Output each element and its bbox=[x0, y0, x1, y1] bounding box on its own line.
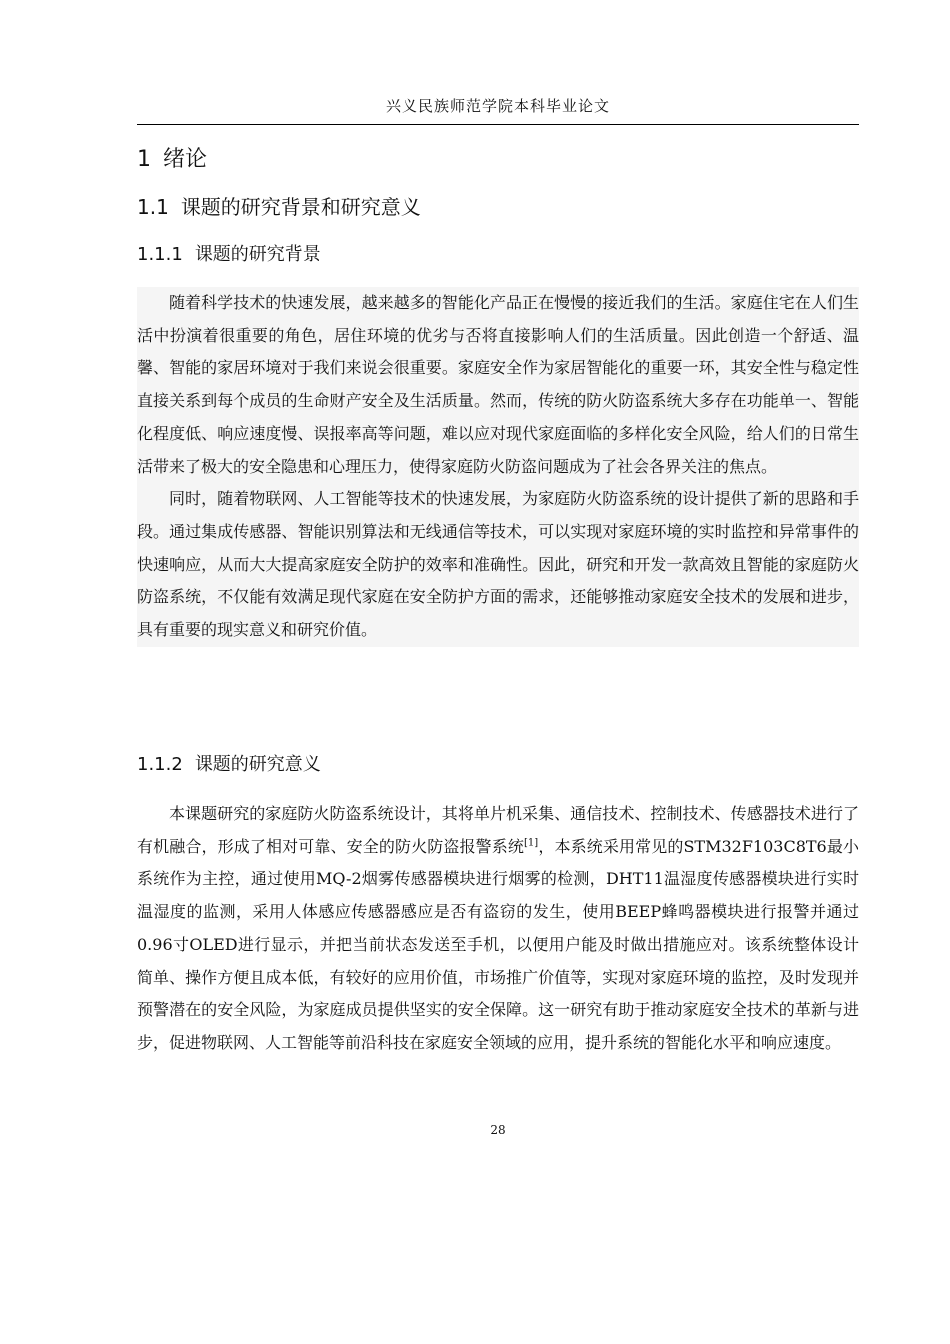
section-number: 1.1 bbox=[137, 195, 169, 219]
subsection-heading-background bbox=[137, 243, 321, 267]
chapter-heading bbox=[137, 146, 207, 174]
background-body bbox=[137, 287, 859, 647]
section-heading bbox=[137, 194, 421, 220]
header-rule bbox=[137, 124, 859, 125]
chapter-title: 绪论 bbox=[163, 147, 208, 172]
paragraph-text: 本课题研究的家庭防火防盗系统设计，其将单片机采集、通信技术、控制技术、传感器技术进行了有机融合，形成了相对可靠、安全的防火防盗报警系统 bbox=[137, 804, 859, 856]
paragraph-text: ，本系统采用常见的STM32F103C8T6最小系统作为主控，通过使用MQ-2烟雾传感器模块进行烟雾的检测，DHT11温湿度传感器模块进行实时温湿度的监测，采用人体感应传感器感应是否有盗窃的发生，使用BEEP蜂鸣器模块进行报警并通过0.96寸OLED进行显示，并把当前状态发送至手机，以便用户能及时做出措施应对。该系统整体设计简单、操作方便且成本低，有较好的应用价值，市场推广价值等，实现对家庭环境的监控，及时发现并预警潜在的安全风险，为家庭成员提供坚实的安全保障。这一研究有助于推动家庭安全技术的革新与进步，促进物联网、人工智能等前沿科技在家庭安全领域的应用，提升系统的智能化水平和响应速度。 bbox=[137, 836, 859, 1052]
body-paragraph: 随着科学技术的快速发展，越来越多的智能化产品正在慢慢的接近我们的生活。家庭住宅在人们生活中扮演着很重要的角色，居住环境的优劣与否将直接影响人们的生活质量。因此创造一个舒适、温馨、智能的家居环境对于我们来说会很重要。家庭安全作为家居智能化的重要一环，其安全性与稳定性直接关系到每个成员的生命财产安全及生活质量。然而，传统的防火防盗系统大多存在功能单一、智能化程度低、响应速度慢、误报率高等问题，难以应对现代家庭面临的多样化安全风险，给人们的日常生活带来了极大的安全隐患和心理压力，使得家庭防火防盗问题成为了社会各界关注的焦点。 bbox=[137, 293, 859, 476]
page-number: 28 bbox=[490, 1123, 506, 1137]
body-paragraph bbox=[137, 798, 859, 1060]
body-paragraph: 同时，随着物联网、人工智能等技术的快速发展，为家庭防火防盗系统的设计提供了新的思路和手段。通过集成传感器、智能识别算法和无线通信等技术，可以实现对家庭环境的实时监控和异常事件的快速响应，从而大大提高家庭安全防护的效率和准确性。因此，研究和开发一款高效且智能的家庭防火防盗系统，不仅能有效满足现代家庭在安全防护方面的需求，还能够推动家庭安全技术的发展和进步，具有重要的现实意义和研究价值。 bbox=[137, 489, 859, 640]
running-header: 兴义民族师范学院本科毕业论文 bbox=[385, 97, 610, 115]
subsection-title: 课题的研究意义 bbox=[194, 754, 321, 775]
citation-marker: [1] bbox=[524, 837, 539, 849]
subsection-number: 1.1.2 bbox=[137, 754, 183, 775]
chapter-number: 1 bbox=[137, 147, 151, 172]
subsection-number: 1.1.1 bbox=[137, 244, 183, 265]
section-title: 课题的研究背景和研究意义 bbox=[180, 195, 421, 219]
subsection-title: 课题的研究背景 bbox=[194, 244, 321, 265]
subsection-heading-significance bbox=[137, 753, 321, 777]
significance-body bbox=[137, 798, 859, 1060]
